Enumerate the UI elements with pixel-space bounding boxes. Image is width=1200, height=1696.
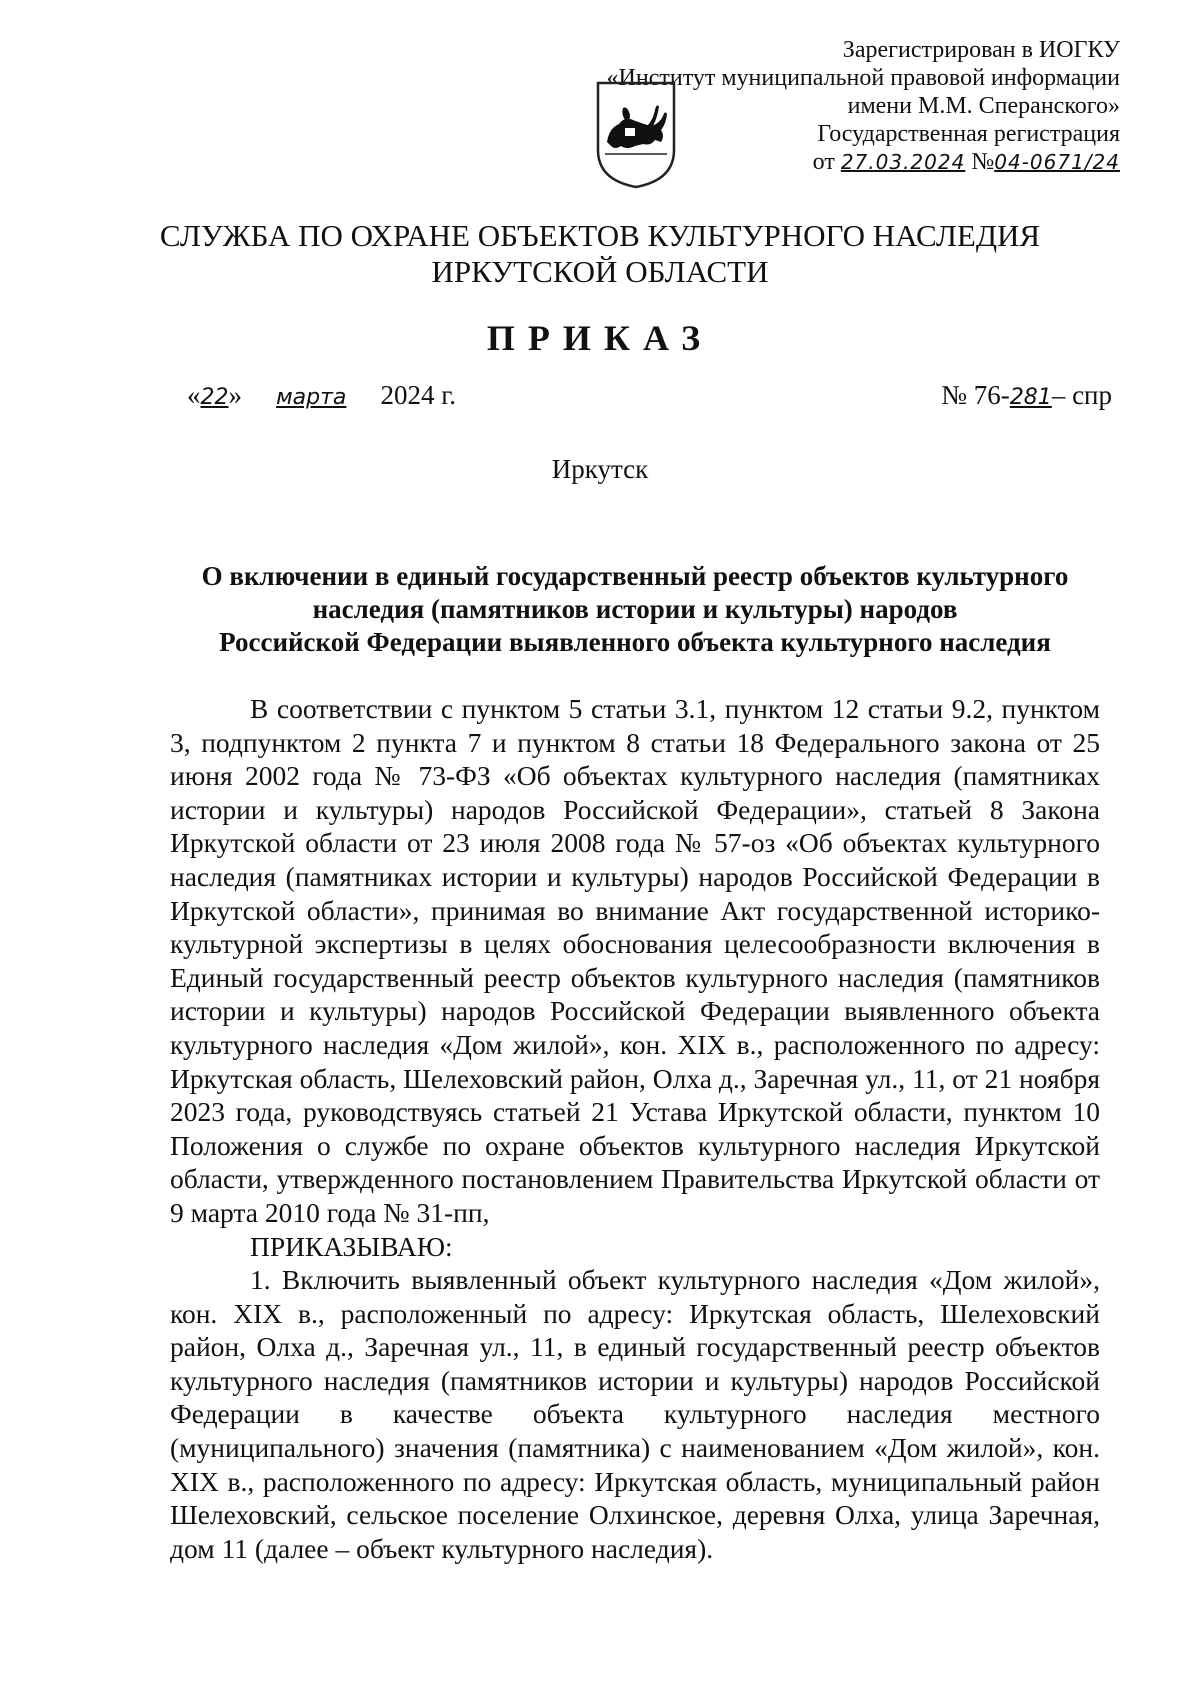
registration-line-3: имени М.М. Сперанского» — [847, 93, 1120, 119]
date-day: 22 — [200, 385, 229, 410]
city: Иркутск — [551, 454, 649, 484]
order-number-handwritten: 281 — [1009, 385, 1052, 410]
registration-number-label: № — [971, 149, 995, 175]
order-number-suffix: – спр — [1051, 380, 1112, 410]
heading-line-3: Российской Федерации выявленного объекта культурного наследия — [219, 627, 1051, 657]
irkutsk-coat-of-arms-icon — [595, 80, 677, 190]
registration-date: 27.03.2024 — [840, 150, 966, 174]
agency-line-2: ИРКУТСКОЙ ОБЛАСТИ — [431, 254, 769, 289]
order-body — [170, 692, 1100, 1565]
registration-line-4: Государственная регистрация — [817, 121, 1120, 147]
preamble-paragraph: В соответствии с пунктом 5 статьи 3.1, пунктом 12 статьи 9.2, пунктом 3, подпунктом 2 пункта 7 и пунктом 8 статьи 18 Федерального закона от 25 июня 2002 года № 73-ФЗ «Об объектах культурного наследия (памятниках истории и культуры) народов Российской Федерации», статьей 8 Закона Иркутской области от 23 июля 2008 года № 57-оз «Об объектах культурного наследия (памятниках истории и культуры) народов Российской Федерации в Иркутской области», принимая во внимание Акт государственной историко-культурной экспертизы в целях обоснования целесообразности включения в Единый государственный реестр объектов культурного наследия (памятников истории и культуры) народов Российской Федерации выявленного объекта культурного наследия «Дом жилой», кон. XIX в., расположенного по адресу: Иркутская область, Шелеховский район, Олха д., Заречная ул., 11, от 21 ноября 2023 года, руководствуясь статьей 21 Устава Иркутской области, пунктом 10 Положения о службе по охране объектов культурного наследия Иркутской области, утвержденного постановлением Правительства Иркутской области от 9 марта 2010 года № 31-пп, — [170, 693, 1100, 1228]
heading-line-1: О включении в единый государственный реестр объектов культурного — [201, 561, 1069, 591]
registration-date-line — [607, 148, 1120, 176]
document-type-title: ПРИКАЗ — [486, 318, 714, 358]
date-open-quote: « — [187, 380, 201, 410]
order-heading — [170, 560, 1100, 659]
registration-stamp — [607, 36, 1120, 176]
registration-number: 04-0671/24 — [994, 150, 1120, 174]
registration-from-label: от — [812, 149, 835, 175]
agency-line-1: СЛУЖБА ПО ОХРАНЕ ОБЪЕКТОВ КУЛЬТУРНОГО НАСЛЕДИЯ — [159, 218, 1041, 253]
date-close-quote: » — [228, 380, 242, 410]
registration-line-1: Зарегистрирован в ИОГКУ — [842, 37, 1120, 63]
registration-line-2: «Институт муниципальной правовой информации — [606, 65, 1120, 91]
order-item-1: 1. Включить выявленный объект культурного наследия «Дом жилой», кон. XIX в., расположенный по адресу: Иркутская область, Шелеховский район, Олха д., Заречная ул., 11, в единый государственный реестр объектов культурного наследия (памятников истории и культуры) народов Российской Федерации в качестве объекта культурного наследия местного (муниципального) значения (памятника) с наименованием «Дом жилой», кон. XIX в., расположенного по адресу: Иркутская область, муниципальный район Шелеховский, сельское поселение Олхинское, деревня Олха, улица Заречная, дом 11 (далее – объект культурного наследия). — [170, 1264, 1100, 1564]
order-number — [941, 380, 1112, 411]
order-number-prefix: № 76- — [941, 380, 1010, 410]
order-word: ПРИКАЗЫВАЮ: — [250, 1230, 453, 1262]
date-month: марта — [276, 385, 347, 410]
heading-line-2: наследия (памятников истории и культуры) народов — [312, 594, 958, 624]
order-date — [187, 380, 456, 411]
agency-name — [0, 218, 1200, 290]
date-year: 2024 г. — [380, 380, 457, 410]
